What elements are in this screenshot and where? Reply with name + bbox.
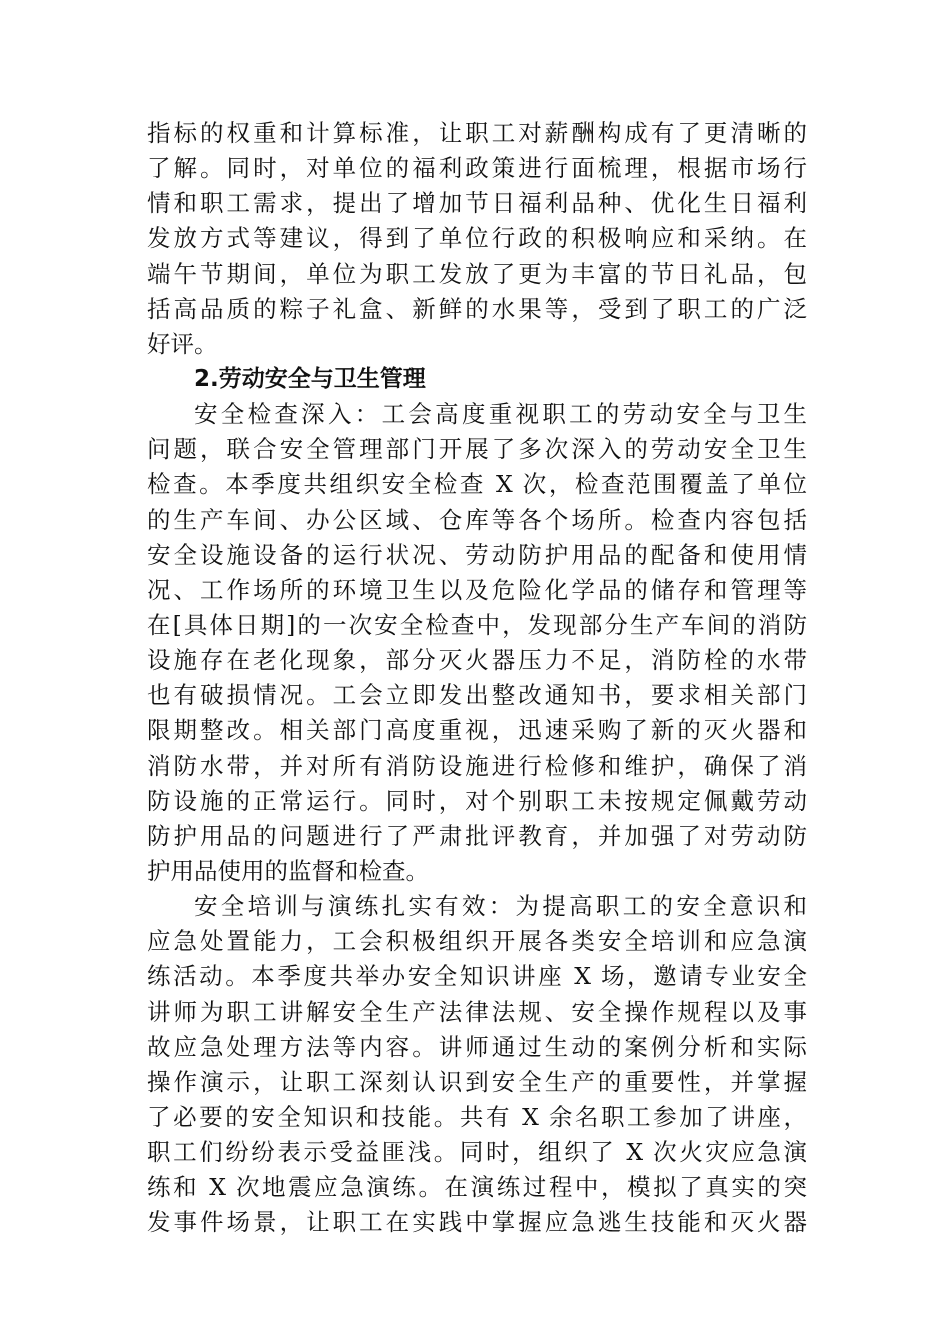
text-line: 限期整改。相关部门高度重视，迅速采购了新的灭火器和: [147, 716, 807, 745]
text-line: 操作演示，让职工深刻认识到安全生产的重要性，并掌握: [147, 1067, 807, 1096]
text-line: 端午节期间，单位为职工发放了更为丰富的节日礼品，包: [147, 259, 807, 288]
text-line: 问题，联合安全管理部门开展了多次深入的劳动安全卫生: [147, 435, 807, 464]
text-line: 的生产车间、办公区域、仓库等各个场所。检查内容包括: [147, 505, 807, 534]
text-line: 安全设施设备的运行状况、劳动防护用品的配备和使用情: [147, 540, 807, 569]
text-line: 在[具体日期]的一次安全检查中，发现部分生产车间的消防: [147, 610, 807, 639]
text-line: 防护用品的问题进行了严肃批评教育，并加强了对劳动防: [147, 821, 807, 850]
section-heading: 2.劳动安全与卫生管理: [194, 365, 426, 392]
body-text: [147, 116, 807, 1241]
paragraph-first-line: 安全检查深入：工会高度重视职工的劳动安全与卫生: [194, 400, 807, 429]
paragraph-first-line: 安全培训与演练扎实有效：为提高职工的安全意识和: [194, 892, 807, 921]
text-line: 指标的权重和计算标准，让职工对薪酬构成有了更清晰的: [147, 119, 807, 147]
text-line: 设施存在老化现象，部分灭火器压力不足，消防栓的水带: [147, 646, 807, 675]
text-line: 好评。: [147, 329, 218, 358]
text-line: 职工们纷纷表示受益匪浅。同时，组织了 X 次火灾应急演: [147, 1138, 807, 1167]
text-line: 护用品使用的监督和检查。: [147, 856, 429, 885]
text-line: 消防水带，并对所有消防设施进行检修和维护，确保了消: [147, 751, 807, 780]
text-line: 检查。本季度共组织安全检查 X 次，检查范围覆盖了单位: [147, 470, 807, 499]
text-line: 练活动。本季度共举办安全知识讲座 X 场，邀请专业安全: [147, 962, 807, 991]
text-line: 情和职工需求，提出了增加节日福利品种、优化生日福利: [147, 189, 807, 218]
text-line: 发事件场景，让职工在实践中掌握应急逃生技能和灭火器: [147, 1208, 807, 1237]
text-line: 防设施的正常运行。同时，对个别职工未按规定佩戴劳动: [147, 786, 807, 815]
text-line: 括高品质的粽子礼盒、新鲜的水果等，受到了职工的广泛: [147, 294, 807, 323]
text-line: 讲师为职工讲解安全生产法律法规、安全操作规程以及事: [147, 997, 807, 1026]
text-line: 练和 X 次地震应急演练。在演练过程中，模拟了真实的突: [147, 1173, 807, 1202]
text-line: 也有破损情况。工会立即发出整改通知书，要求相关部门: [147, 681, 807, 710]
text-line: 发放方式等建议，得到了单位行政的积极响应和采纳。在: [147, 224, 807, 253]
text-line: 况、工作场所的环境卫生以及危险化学品的储存和管理等: [147, 575, 807, 604]
text-line: 了解。同时，对单位的福利政策进行面梳理，根据市场行: [147, 154, 807, 183]
text-line: 应急处置能力，工会积极组织开展各类安全培训和应急演: [147, 927, 807, 956]
text-line: 故应急处理方法等内容。讲师通过生动的案例分析和实际: [147, 1032, 807, 1061]
text-line: 了必要的安全知识和技能。共有 X 余名职工参加了讲座，: [147, 1102, 807, 1131]
